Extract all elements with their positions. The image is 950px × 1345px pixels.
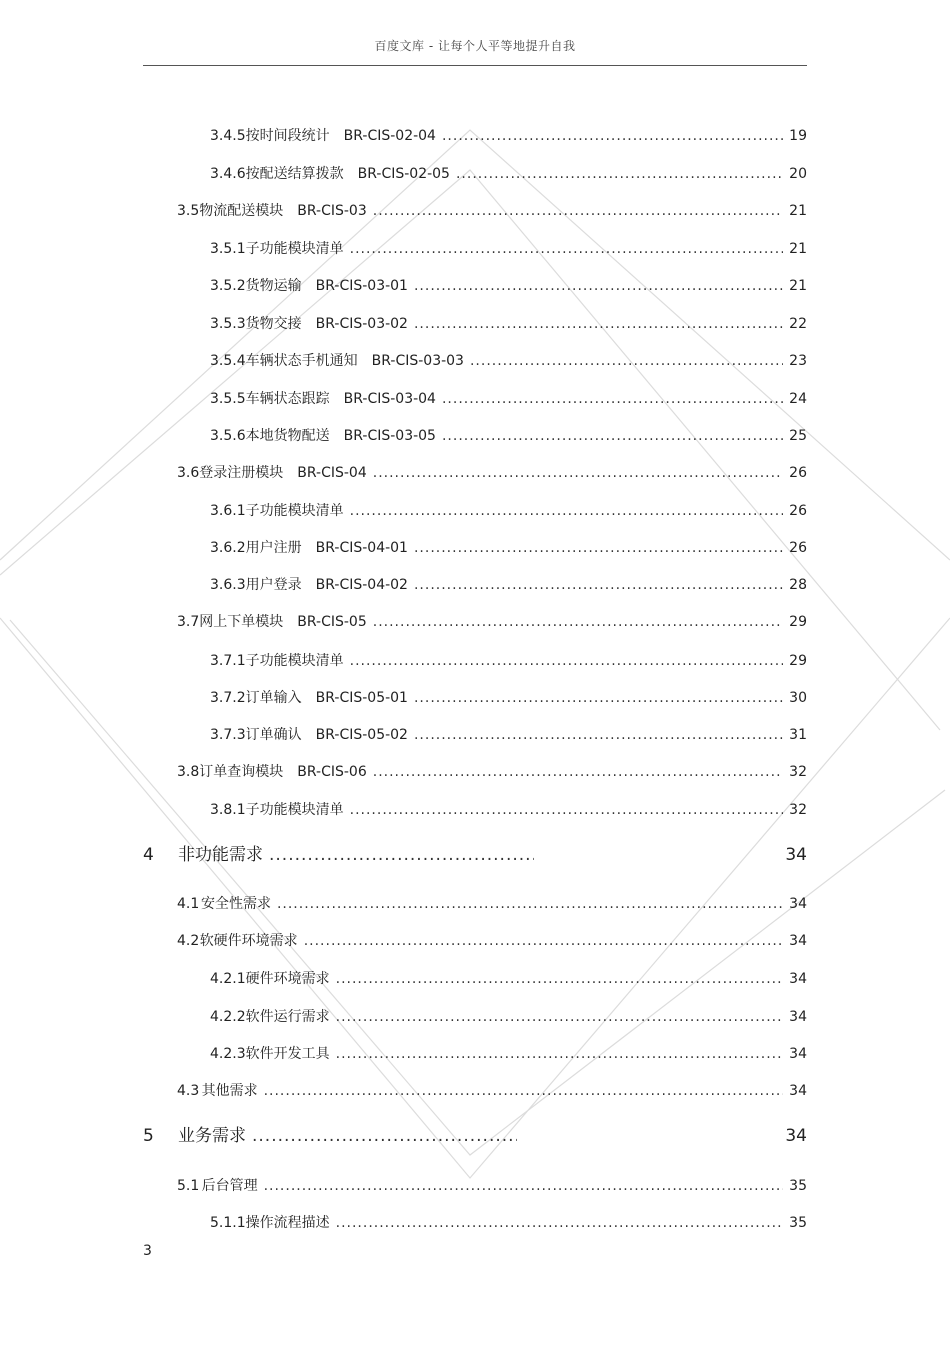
toc-entry-code: BR-CIS-06 (297, 764, 367, 780)
toc-dot-leader (350, 501, 784, 521)
toc-entry-page: 26 (789, 465, 807, 481)
toc-dot-leader (373, 612, 783, 632)
toc-dot-leader (442, 389, 783, 409)
toc-dot-leader (252, 1124, 517, 1148)
toc-entry-code: BR-CIS-03 (297, 203, 367, 219)
toc-entry-code: BR-CIS-05-01 (315, 690, 408, 706)
toc-entry-page: 34 (789, 971, 807, 987)
toc-entry-code: BR-CIS-02-05 (357, 166, 450, 182)
toc-entry-title: 物流配送模块 (199, 203, 284, 219)
toc-entry-title: 登录注册模块 (199, 465, 284, 481)
toc-entry[interactable] (177, 612, 807, 632)
toc-entry-code: BR-CIS-03-02 (315, 316, 408, 332)
toc-entry-page: 34 (789, 1046, 807, 1062)
toc-entry-title: 订单确认 (245, 727, 302, 743)
toc-entry-number: 4.2 (177, 933, 200, 949)
toc-entry-page: 25 (789, 428, 807, 444)
toc-dot-leader (414, 538, 783, 558)
toc-entry-page: 19 (789, 128, 807, 144)
page-header: 百度文库 - 让每个人平等地提升自我 (374, 39, 576, 53)
toc-entry-page: 29 (789, 653, 807, 669)
toc-entry-number: 4.2.1 (210, 971, 246, 987)
toc-entry-page: 35 (789, 1215, 807, 1231)
toc-entry[interactable] (210, 239, 807, 259)
toc-entry-number: 3.5.4 (210, 353, 246, 369)
toc-dot-leader (277, 894, 783, 914)
toc-entry-code: BR-CIS-03-04 (343, 391, 436, 407)
toc-entry-number: 3.5.3 (210, 316, 246, 332)
toc-entry-code: BR-CIS-04 (297, 465, 367, 481)
toc-entry-number: 5 (143, 1126, 154, 1146)
toc-entry-title: 本地货物配送 (245, 428, 330, 444)
toc-entry-title: 硬件环境需求 (245, 971, 330, 987)
toc-dot-leader (470, 351, 783, 371)
toc-entry-number: 4.2.2 (210, 1009, 246, 1025)
page-number: 3 (143, 1243, 152, 1259)
toc-entry[interactable] (210, 276, 807, 296)
toc-dot-leader (442, 426, 783, 446)
toc-entry[interactable] (210, 651, 807, 671)
toc-entry-number: 3.7 (177, 614, 200, 630)
toc-dot-leader (336, 1044, 784, 1064)
toc-entry[interactable] (210, 688, 807, 708)
toc-entry-title: 网上下单模块 (199, 614, 284, 630)
toc-entry[interactable] (210, 426, 807, 446)
toc-entry-number: 3.8.1 (210, 802, 246, 818)
toc-dot-leader (350, 651, 784, 671)
toc-dot-leader (373, 762, 783, 782)
toc-entry-number: 3.4.5 (210, 128, 246, 144)
toc-dot-leader (350, 239, 784, 259)
toc-entry[interactable] (210, 1213, 807, 1233)
toc-entry-page: 32 (789, 802, 807, 818)
toc-entry[interactable] (210, 389, 807, 409)
toc-entry-title: 安全性需求 (200, 896, 271, 912)
toc-dot-leader (373, 201, 783, 221)
toc-entry-number: 3.7.1 (210, 653, 246, 669)
toc-entry-title: 其他需求 (201, 1083, 258, 1099)
toc-entry-number: 3.7.2 (210, 690, 246, 706)
toc-entry-number: 3.5.5 (210, 391, 246, 407)
toc-entry[interactable] (210, 314, 807, 334)
header-divider (143, 65, 807, 66)
toc-dot-leader (264, 1176, 784, 1196)
toc-entry-number: 4.3 (177, 1083, 200, 1099)
toc-dot-leader (414, 575, 783, 595)
toc-entry-title: 货物运输 (245, 278, 302, 294)
toc-dot-leader (414, 276, 783, 296)
toc-entry-code: BR-CIS-03-05 (343, 428, 436, 444)
toc-entry-number: 3.6 (177, 465, 200, 481)
toc-entry[interactable] (210, 1007, 807, 1027)
toc-entry[interactable] (210, 800, 807, 820)
toc-entry-title: 子功能模块清单 (245, 653, 344, 669)
toc-entry[interactable] (177, 201, 807, 221)
toc-entry[interactable] (177, 1176, 807, 1196)
toc-entry-code: BR-CIS-04-01 (315, 540, 408, 556)
toc-entry-page: 34 (789, 896, 807, 912)
toc-entry[interactable] (210, 1044, 807, 1064)
toc-entry-page: 30 (789, 690, 807, 706)
toc-entry-page: 34 (785, 845, 807, 865)
toc-entry[interactable] (210, 351, 807, 371)
toc-entry-title: 车辆状态手机通知 (245, 353, 358, 369)
toc-entry[interactable] (210, 725, 807, 745)
toc-entry-title: 按配送结算拨款 (245, 166, 344, 182)
toc-entry-page: 26 (789, 540, 807, 556)
toc-entry-title: 用户登录 (245, 577, 302, 593)
toc-entry-number: 3.6.3 (210, 577, 246, 593)
toc-entry-page: 22 (789, 316, 807, 332)
toc-dot-leader (414, 725, 783, 745)
toc-entry-title: 非功能需求 (178, 845, 263, 865)
toc-entry-page: 34 (789, 1083, 807, 1099)
toc-entry-title: 货物交接 (245, 316, 302, 332)
toc-entry-code: BR-CIS-03-03 (371, 353, 464, 369)
toc-entry-title: 子功能模块清单 (245, 241, 344, 257)
toc-entry-page: 24 (789, 391, 807, 407)
toc-entry-number: 3.6.2 (210, 540, 246, 556)
toc-entry-title: 用户注册 (245, 540, 302, 556)
toc-entry-title: 子功能模块清单 (245, 802, 344, 818)
toc-entry-number: 3.7.3 (210, 727, 246, 743)
toc-dot-leader (264, 1081, 784, 1101)
toc-entry-page: 23 (789, 353, 807, 369)
toc-entry-title: 软件运行需求 (245, 1009, 330, 1025)
toc-entry-page: 28 (789, 577, 807, 593)
toc-dot-leader (373, 463, 783, 483)
toc-entry-title: 后台管理 (201, 1178, 258, 1194)
toc-dot-leader (304, 931, 783, 951)
toc-entry-number: 3.5 (177, 203, 200, 219)
toc-entry-page: 29 (789, 614, 807, 630)
toc-entry-title: 软硬件环境需求 (199, 933, 298, 949)
toc-entry-number: 3.8 (177, 764, 200, 780)
toc-entry-title: 软件开发工具 (245, 1046, 330, 1062)
toc-entry[interactable] (177, 1081, 807, 1101)
toc-entry-code: BR-CIS-05-02 (315, 727, 408, 743)
toc-dot-leader (336, 1213, 784, 1233)
toc-entry-page: 34 (789, 1009, 807, 1025)
toc-entry-code: BR-CIS-02-04 (343, 128, 436, 144)
toc-entry-title: 子功能模块清单 (245, 503, 344, 519)
toc-dot-leader (414, 314, 783, 334)
toc-entry[interactable] (210, 538, 807, 558)
toc-entry-code: BR-CIS-05 (297, 614, 367, 630)
toc-entry-number: 3.5.2 (210, 278, 246, 294)
toc-entry-title: 订单查询模块 (199, 764, 284, 780)
toc-entry[interactable] (177, 463, 807, 483)
toc-entry-page: 35 (789, 1178, 807, 1194)
toc-entry[interactable] (177, 894, 807, 914)
toc-entry-number: 5.1.1 (210, 1215, 246, 1231)
toc-entry-page: 21 (789, 203, 807, 219)
toc-entry-page: 21 (789, 241, 807, 257)
toc-dot-leader (336, 969, 784, 989)
toc-entry[interactable] (210, 501, 807, 521)
toc-entry-title: 车辆状态跟踪 (245, 391, 330, 407)
toc-entry[interactable] (210, 969, 807, 989)
toc-entry-page: 34 (789, 933, 807, 949)
toc-entry-title: 业务需求 (178, 1126, 246, 1146)
toc-dot-leader (442, 126, 783, 146)
toc-dot-leader (336, 1007, 784, 1027)
toc-entry-number: 3.4.6 (210, 166, 246, 182)
toc-entry-number: 4.1 (177, 896, 200, 912)
toc-entry-number: 3.5.1 (210, 241, 246, 257)
toc-entry[interactable] (177, 762, 807, 782)
toc-entry-code: BR-CIS-03-01 (315, 278, 408, 294)
toc-dot-leader (456, 164, 783, 184)
toc-entry-page: 20 (789, 166, 807, 182)
toc-entry-number: 5.1 (177, 1178, 200, 1194)
toc-dot-leader (414, 688, 783, 708)
toc-dot-leader (269, 843, 534, 867)
toc-entry-page: 26 (789, 503, 807, 519)
toc-entry[interactable] (177, 931, 807, 951)
toc-entry[interactable] (210, 126, 807, 146)
toc-entry[interactable] (143, 1124, 807, 1148)
toc-entry-title: 订单输入 (245, 690, 302, 706)
toc-entry[interactable] (210, 164, 807, 184)
toc-entry-number: 3.6.1 (210, 503, 246, 519)
toc-dot-leader (350, 800, 784, 820)
toc-entry-page: 34 (785, 1126, 807, 1146)
toc-entry-title: 按时间段统计 (245, 128, 330, 144)
toc-entry-page: 31 (789, 727, 807, 743)
toc-entry[interactable] (143, 843, 807, 867)
toc-entry-number: 4.2.3 (210, 1046, 246, 1062)
toc-entry-number: 4 (143, 845, 154, 865)
toc-entry[interactable] (210, 575, 807, 595)
toc-entry-number: 3.5.6 (210, 428, 246, 444)
toc-entry-page: 21 (789, 278, 807, 294)
toc-entry-code: BR-CIS-04-02 (315, 577, 408, 593)
toc-entry-page: 32 (789, 764, 807, 780)
toc-entry-title: 操作流程描述 (245, 1215, 330, 1231)
